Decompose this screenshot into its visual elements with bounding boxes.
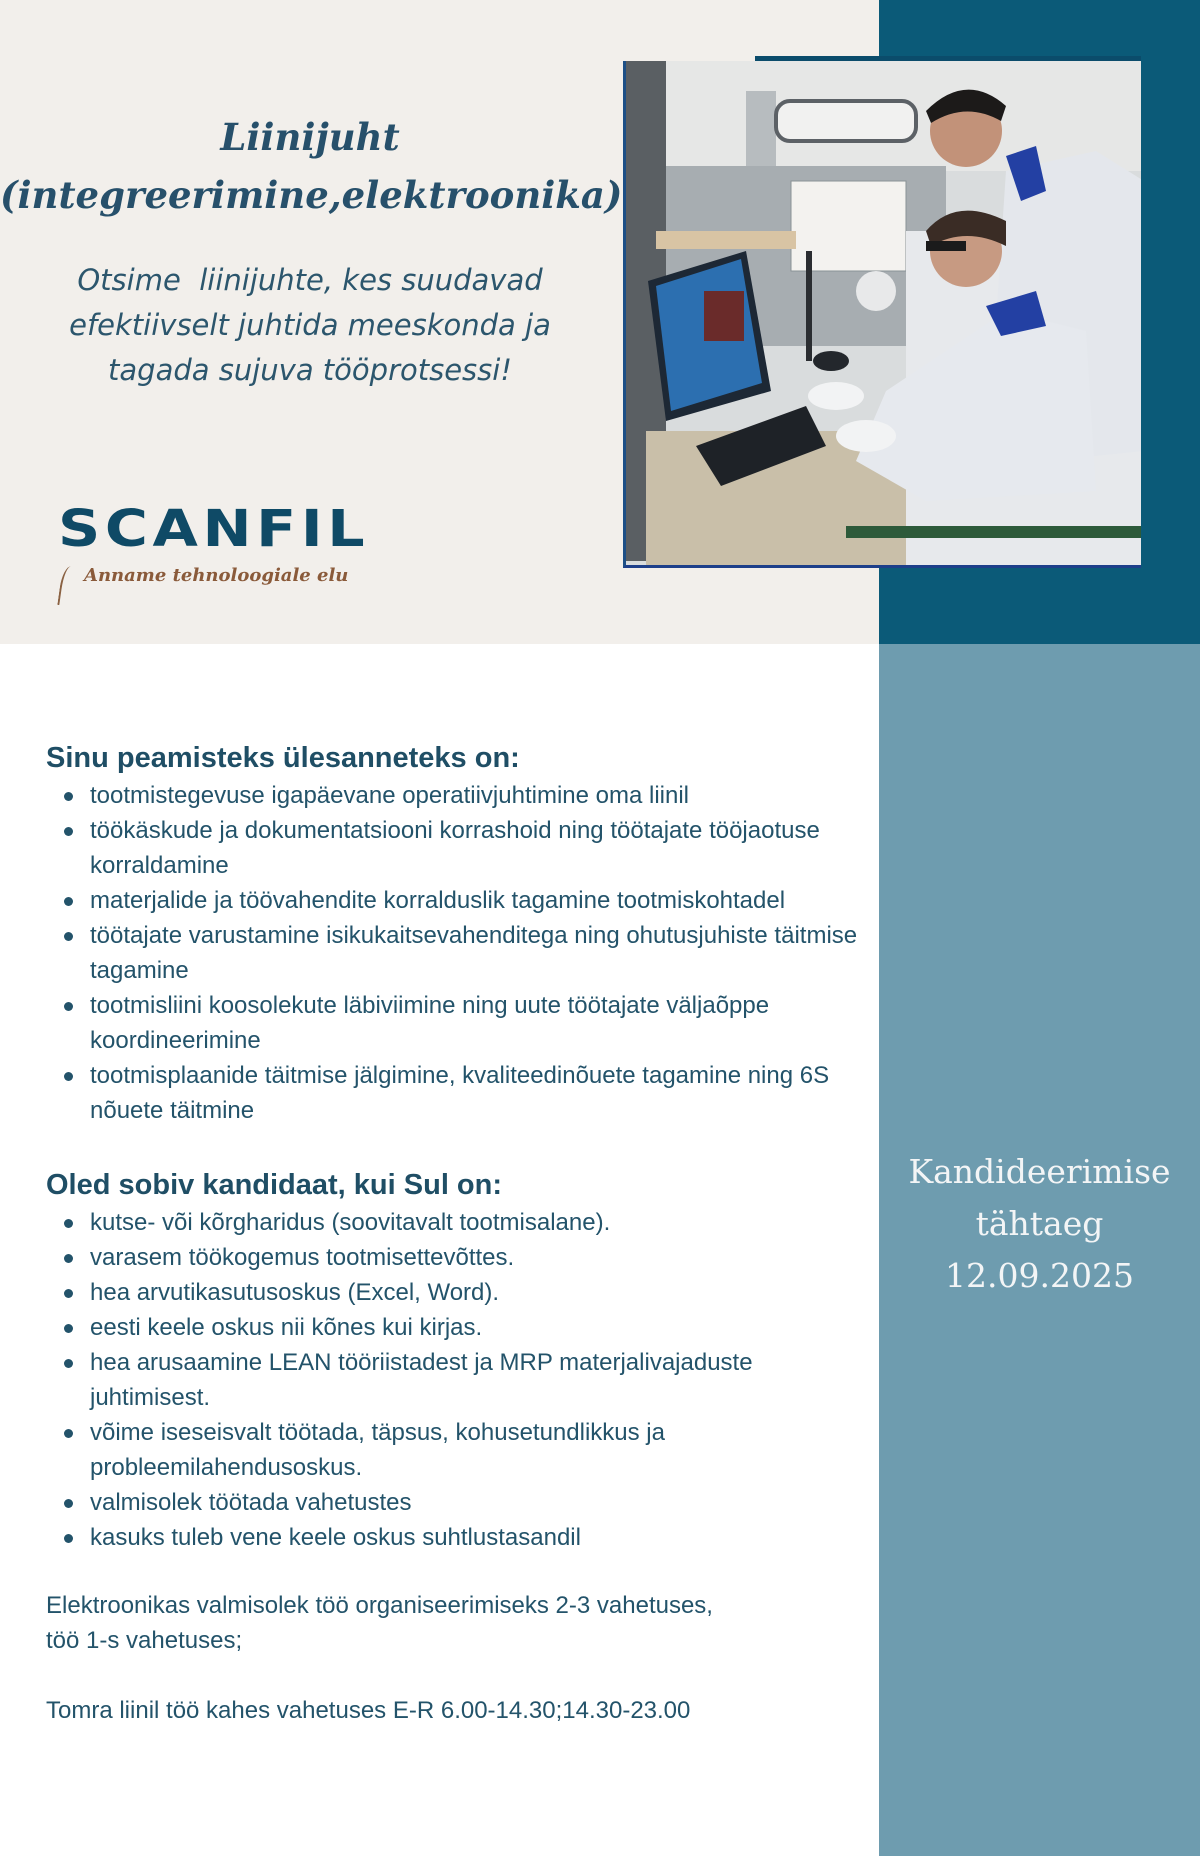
shift-info-electronics: Elektroonikas valmisolek töö organiseerimiseks 2-3 vahetuses, töö 1-s vahetuses; (46, 1592, 713, 1654)
job-subtitle (20, 258, 600, 393)
bullet-icon (64, 1289, 73, 1298)
application-deadline (879, 1146, 1200, 1302)
job-description (46, 738, 876, 1728)
deadline-label-line1: Kandideerimise (908, 1152, 1171, 1191)
list-item: tootmisliini koosolekute läbiviimine ning uute töötajate väljaõppe koordineerimine (90, 988, 876, 1058)
bullet-icon (64, 1499, 73, 1508)
job-title-line1: Liinijuht (220, 115, 400, 159)
bullet-icon (64, 1219, 73, 1228)
list-item: kasuks tuleb vene keele oskus suhtlustasandil (90, 1520, 876, 1555)
requirements-list (46, 1205, 876, 1555)
subtitle-line3: tagada sujuva tööprotsessi! (108, 353, 512, 387)
job-title-line2: (integreerimine,elektroonika) (0, 173, 623, 217)
list-item: võime iseseisvalt töötada, täpsus, kohusetundlikkus ja probleemilahendusoskus. (90, 1415, 876, 1485)
subtitle-line1: Otsime liinijuhte, kes suudavad (77, 263, 543, 297)
bullet-icon (64, 1324, 73, 1333)
bullet-icon (64, 1429, 73, 1438)
workplace-photo (623, 61, 1141, 568)
list-item: kutse- või kõrgharidus (soovitavalt tootmisalane). (90, 1205, 876, 1240)
list-item: tootmisplaanide täitmise jälgimine, kvaliteedinõuete tagamine ning 6S nõuete täitmine (90, 1058, 876, 1128)
logo-tagline: Anname tehnoloogiale elu (84, 565, 349, 586)
duties-heading: Sinu peamisteks ülesanneteks on: (46, 742, 520, 774)
bullet-icon (64, 1534, 73, 1543)
list-item: töökäskude ja dokumentatsiooni korrashoid ning töötajate tööjaotuse korraldamine (90, 813, 876, 883)
bullet-icon (64, 897, 73, 906)
scanfil-logo: SCANFIL (58, 500, 370, 559)
job-title (0, 108, 623, 224)
bullet-icon (64, 827, 73, 836)
bullet-icon (64, 932, 73, 941)
requirements-heading: Oled sobiv kandidaat, kui Sul on: (46, 1169, 503, 1201)
photo-illustration (626, 61, 1141, 568)
bullet-icon (64, 792, 73, 801)
list-item: eesti keele oskus nii kõnes kui kirjas. (90, 1310, 876, 1345)
bullet-icon (64, 1002, 73, 1011)
list-item: hea arusaamine LEAN tööriistadest ja MRP materjalivajaduste juhtimisest. (90, 1345, 876, 1415)
deadline-date: 12.09.2025 (945, 1256, 1134, 1295)
bullet-icon (64, 1359, 73, 1368)
list-item: töötajate varustamine isikukaitsevahenditega ning ohutusjuhiste täitmise tagamine (90, 918, 876, 988)
bullet-icon (64, 1254, 73, 1263)
deadline-label-line2: tähtaeg (975, 1204, 1104, 1243)
list-item: valmisolek töötada vahetustes (90, 1485, 876, 1520)
list-item: materjalide ja töövahendite korralduslik tagamine tootmiskohtadel (90, 883, 876, 918)
list-item: varasem töökogemus tootmisettevõttes. (90, 1240, 876, 1275)
list-item: hea arvutikasutusoskus (Excel, Word). (90, 1275, 876, 1310)
shift-info-tomra: Tomra liinil töö kahes vahetuses E-R 6.00-14.30;14.30-23.00 (46, 1697, 691, 1724)
list-item: tootmistegevuse igapäevane operatiivjuhtimine oma liinil (90, 778, 876, 813)
bullet-icon (64, 1072, 73, 1081)
subtitle-line2: efektiivselt juhtida meeskonda ja (69, 308, 551, 342)
duties-list (46, 778, 876, 1128)
